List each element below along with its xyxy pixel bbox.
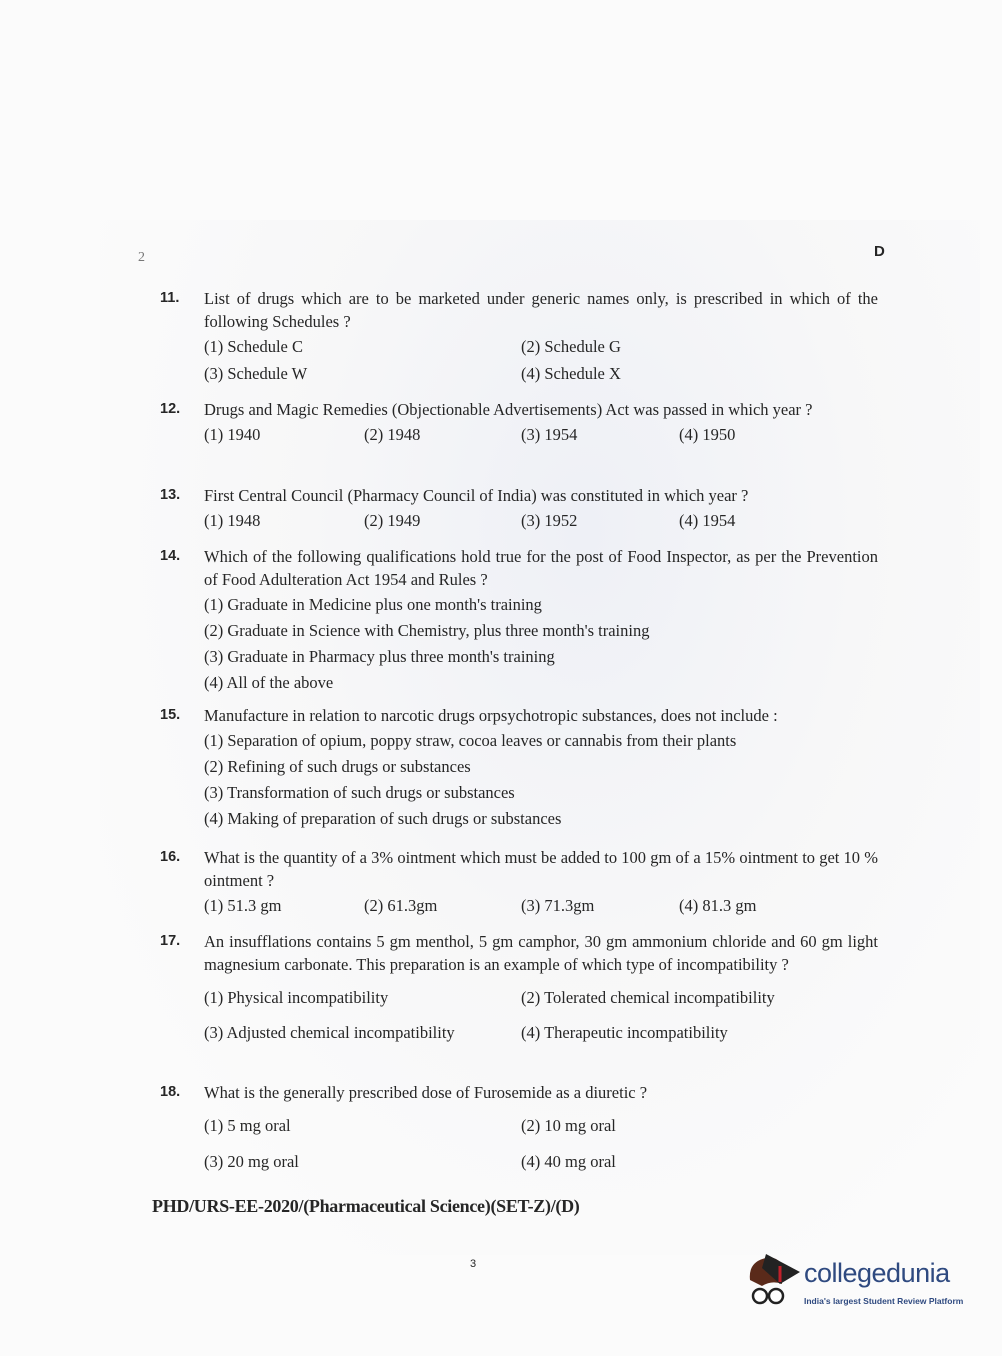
question-number: 16.: [160, 849, 181, 865]
page-number: 3: [470, 1258, 477, 1270]
option-3: (3) Schedule W: [204, 364, 308, 383]
option-3: (3) 1954: [521, 425, 578, 444]
option-3: (3) 71.3gm: [521, 896, 595, 915]
question-text: An insufflations contains 5 gm menthol, 5 gm camphor, 30 gm ammonium chloride and 60 gm light magnesium carbonate. This preparation is an example of which type of incompatibility ?: [204, 932, 878, 974]
option-list: [204, 1104, 878, 1186]
question-number: 18.: [160, 1084, 181, 1100]
option-4: (4) All of the above: [204, 673, 334, 692]
option-list: [204, 333, 878, 389]
question-text: What is the quantity of a 3% ointment which must be added to 100 gm of a 15% ointment to get 10 % ointment ?: [204, 848, 878, 890]
question-number: 13.: [160, 487, 181, 503]
brand-name: collegedunia: [804, 1258, 950, 1288]
option-2: (2) 1948: [364, 425, 421, 444]
question-text: List of drugs which are to be marketed under generic names only, is prescribed in which of the following Schedules ?: [204, 289, 878, 331]
option-4: (4) Therapeutic incompatibility: [521, 1023, 728, 1042]
question-14: [160, 545, 878, 697]
question-number: 17.: [160, 933, 181, 949]
option-3: (3) 1952: [521, 511, 578, 530]
option-1: (1) Physical incompatibility: [204, 988, 389, 1007]
option-1: (1) Separation of opium, poppy straw, cocoa leaves or cannabis from their plants: [204, 731, 737, 750]
option-4: (4) 1954: [679, 511, 736, 530]
page-marker: 2: [138, 250, 145, 265]
question-text: Manufacture in relation to narcotic drugs orpsychotropic substances, does not include :: [204, 706, 778, 725]
option-list: [204, 421, 878, 449]
question-13: [160, 484, 878, 535]
option-4: (4) Making of preparation of such drugs or substances: [204, 809, 562, 828]
paper-code-footer: PHD/URS-EE-2020/(Pharmaceutical Science)(SET-Z)/(D): [152, 1196, 580, 1216]
option-3: (3) Graduate in Pharmacy plus three month's training: [204, 647, 555, 666]
question-text: Drugs and Magic Remedies (Objectionable Advertisements) Act was passed in which year ?: [204, 400, 813, 419]
option-1: (1) 1940: [204, 425, 261, 444]
collegedunia-watermark-logo: [742, 1250, 972, 1320]
option-list: [204, 591, 878, 697]
question-text: Which of the following qualifications hold true for the post of Food Inspector, as per the Prevention of Food Adulteration Act 1954 and Rules ?: [204, 547, 878, 589]
question-text: What is the generally prescribed dose of Furosemide as a diuretic ?: [204, 1083, 648, 1102]
option-2: (2) 1949: [364, 511, 421, 530]
option-2: (2) Tolerated chemical incompatibility: [521, 988, 775, 1007]
option-2: (2) Graduate in Science with Chemistry, plus three month's training: [204, 621, 650, 640]
option-list: [204, 976, 878, 1056]
option-list: [204, 892, 878, 920]
option-4: (4) 40 mg oral: [521, 1152, 616, 1171]
option-list: [204, 507, 878, 535]
question-18: [160, 1081, 878, 1186]
option-1: (1) Graduate in Medicine plus one month's training: [204, 595, 542, 614]
option-3: (3) Adjusted chemical incompatibility: [204, 1023, 455, 1042]
set-letter: D: [874, 243, 885, 260]
option-4: (4) 1950: [679, 425, 736, 444]
question-number: 14.: [160, 548, 181, 564]
option-3: (3) Transformation of such drugs or substances: [204, 783, 515, 802]
question-11: [160, 287, 878, 389]
question-15: [160, 704, 878, 833]
mascot-icon: [742, 1250, 802, 1320]
option-list: [204, 727, 878, 833]
option-4: (4) 81.3 gm: [679, 896, 757, 915]
option-2: (2) Refining of such drugs or substances: [204, 757, 471, 776]
question-number: 15.: [160, 707, 181, 723]
option-2: (2) 61.3gm: [364, 896, 438, 915]
brand-tagline: India's largest Student Review Platform: [804, 1296, 964, 1306]
question-text: First Central Council (Pharmacy Council of India) was constituted in which year ?: [204, 486, 749, 505]
option-1: (1) 51.3 gm: [204, 896, 282, 915]
question-17: [160, 930, 878, 1056]
option-2: (2) Schedule G: [521, 337, 621, 356]
option-1: (1) 5 mg oral: [204, 1116, 291, 1135]
question-16: [160, 846, 878, 920]
option-1: (1) Schedule C: [204, 337, 303, 356]
option-4: (4) Schedule X: [521, 364, 621, 383]
option-2: (2) 10 mg oral: [521, 1116, 616, 1135]
option-3: (3) 20 mg oral: [204, 1152, 299, 1171]
question-number: 11.: [160, 290, 180, 306]
option-1: (1) 1948: [204, 511, 261, 530]
question-number: 12.: [160, 401, 181, 417]
question-12: [160, 398, 878, 449]
